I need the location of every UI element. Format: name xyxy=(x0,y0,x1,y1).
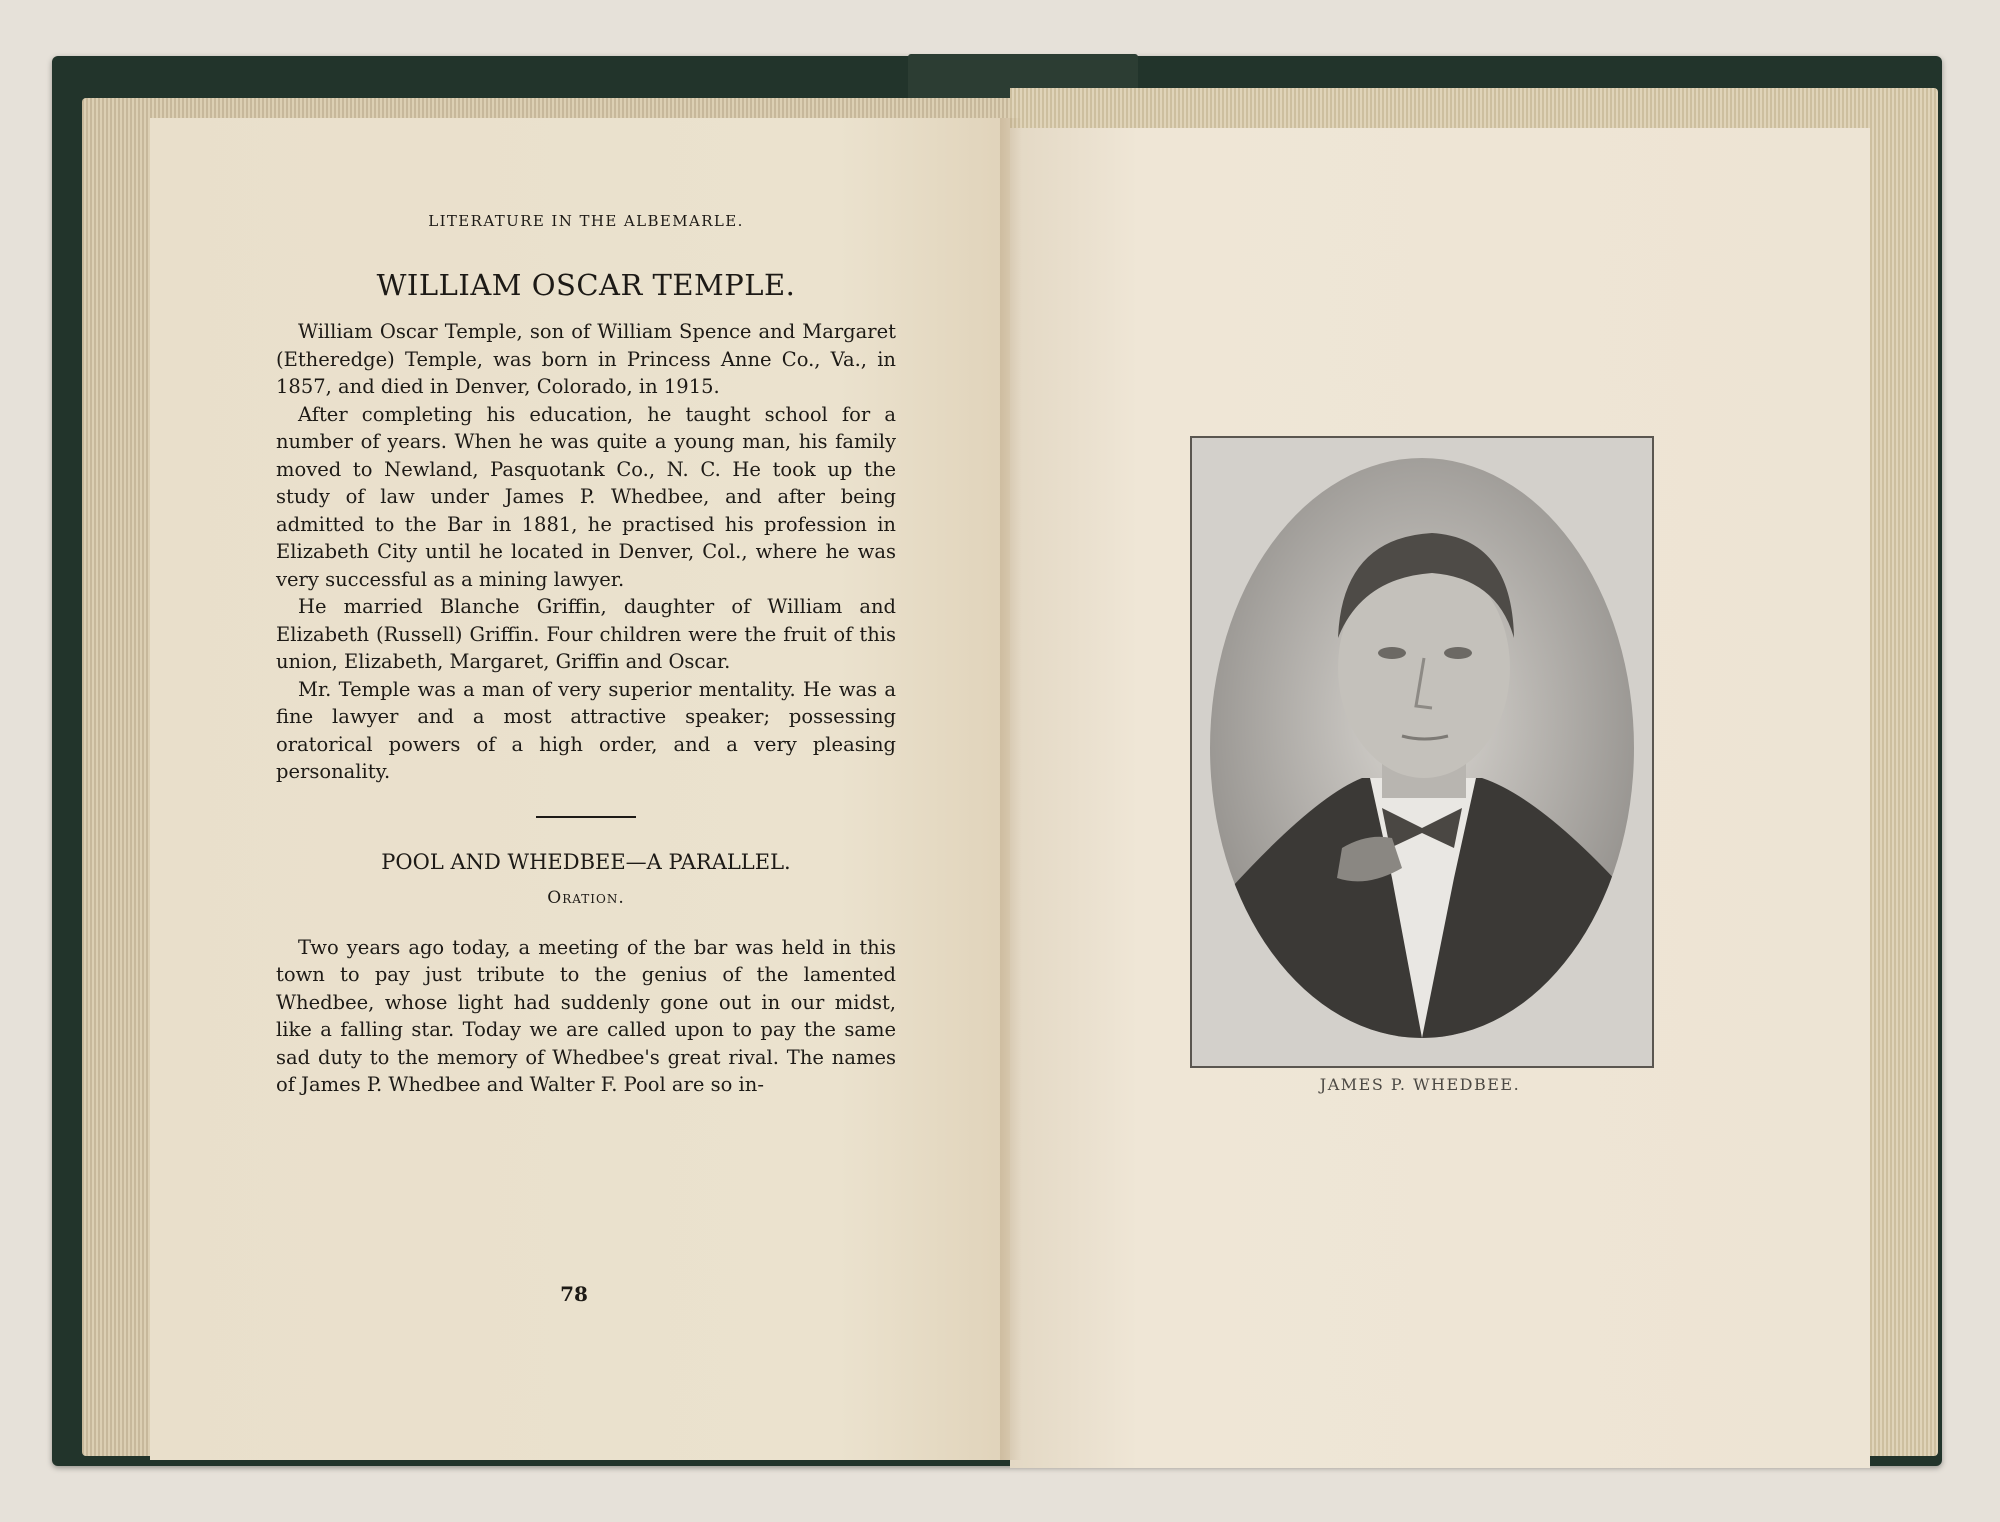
paragraph: After completing his education, he taught school for a number of years. When he was quite a young man, his family moved to Newland, Pasquotank Co., N. C. He took up the study of law under James P. Whedbee, and after being admitted to the Bar in 1881, he practised his profession in Elizabeth City until he located in Denver, Col., where he was very successful as a mining lawyer. xyxy=(276,402,896,591)
paragraph: Two years ago today, a meeting of the bar was held in this town to pay just tribute to the genius of the lamented Whedbee, whose light had suddenly gone out in our midst, like a falling star. Today we are called upon to pay the same sad duty to the memory of Whedbee's great rival. The names of James P. Whedbee and Walter F. Pool are so in- xyxy=(276,935,896,1096)
page-number: 78 xyxy=(560,1282,588,1306)
portrait-image xyxy=(1192,438,1652,1066)
paragraph: William Oscar Temple, son of William Spence and Margaret (Etheredge) Temple, was born in Princess Anne Co., Va., in 1857, and died in Denver, Colorado, in 1915. xyxy=(276,320,896,398)
section-title: POOL AND WHEDBEE—A PARALLEL. xyxy=(381,849,791,874)
page-title: WILLIAM OSCAR TEMPLE. xyxy=(376,268,796,302)
portrait-plate xyxy=(1190,436,1654,1068)
section-divider xyxy=(536,816,636,818)
running-head: LITERATURE IN THE ALBEMARLE. xyxy=(428,212,744,230)
book-gutter xyxy=(1000,118,1022,1460)
left-page-text xyxy=(276,212,896,1099)
section-subtitle: Oration. xyxy=(547,887,625,908)
plate-caption: JAMES P. WHEDBEE. xyxy=(1319,1075,1521,1094)
paragraph: He married Blanche Griffin, daughter of William and Elizabeth (Russell) Griffin. Four children were the fruit of this union, Elizabeth, Margaret, Griffin and Oscar. xyxy=(276,595,896,673)
paragraph: Mr. Temple was a man of very superior mentality. He was a fine lawyer and a most attractive speaker; possessing oratorical powers of a high order, and a very pleasing personality. xyxy=(276,677,896,783)
